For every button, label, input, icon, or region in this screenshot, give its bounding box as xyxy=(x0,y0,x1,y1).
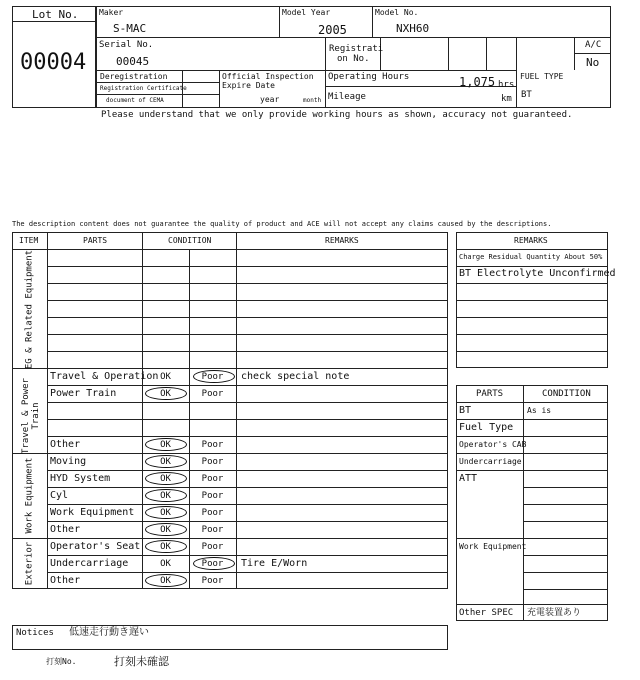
ok-option[interactable]: OK xyxy=(160,474,171,484)
ok-option[interactable]: OK xyxy=(160,559,171,569)
right-parts-header: PARTS xyxy=(476,389,504,399)
cema-label: document of CEMA xyxy=(106,97,164,104)
right-bt-label: BT xyxy=(459,405,472,416)
right-fuel-type: Fuel Type xyxy=(459,422,514,433)
fuel-type-label: FUEL TYPE xyxy=(520,72,564,81)
year-label: year xyxy=(260,95,280,104)
right-undercarriage: Undercarriage xyxy=(459,457,522,466)
group-exterior-label: Exterior xyxy=(24,541,35,586)
part-power-train: Power Train xyxy=(50,388,117,399)
maker-value: S-MAC xyxy=(113,22,147,35)
poor-option[interactable]: Poor xyxy=(201,491,224,501)
lot-label: Lot No. xyxy=(32,8,79,21)
remark-undercarriage: Tire E/Worn xyxy=(241,558,308,569)
part-cyl: Cyl xyxy=(50,490,69,501)
inspection-label-2: Expire Date xyxy=(222,81,275,90)
part-exterior-other: Other xyxy=(50,575,81,586)
poor-option[interactable]: Poor xyxy=(201,440,224,450)
right-remarks-line2: BT Electrolyte Unconfirmed xyxy=(459,268,616,279)
group-eg-label: EG & Related Equipment xyxy=(24,249,35,370)
model-year-label: Model Year xyxy=(282,8,331,17)
registration-label-1: Registrati xyxy=(329,44,384,54)
group-travel-label: Travel & Power Train xyxy=(21,378,41,454)
model-no-label: Model No. xyxy=(375,8,419,17)
header-item: ITEM xyxy=(19,236,39,245)
ok-option[interactable]: OK xyxy=(160,576,171,586)
stamp-label: 打刻No. xyxy=(46,657,77,666)
ac-label: A/C xyxy=(585,40,602,50)
group-work-label: Work Equipment xyxy=(24,457,35,534)
header-parts: PARTS xyxy=(83,236,108,245)
right-other-spec-value: 充電装置あり xyxy=(527,608,582,618)
km-label: km xyxy=(501,94,512,104)
part-work-other: Other xyxy=(50,524,81,535)
ok-option[interactable]: OK xyxy=(160,457,171,467)
operating-hours-label: Operating Hours xyxy=(328,72,410,82)
model-no-value: NXH60 xyxy=(396,22,430,35)
part-work-equipment: Work Equipment xyxy=(50,507,135,518)
serial-value: 00045 xyxy=(116,55,150,68)
poor-option[interactable]: Poor xyxy=(201,389,224,399)
notices-value: 低速走行動き遅い xyxy=(69,627,149,638)
ok-option[interactable]: OK xyxy=(160,372,171,382)
remark-travel-operation: check special note xyxy=(241,371,350,382)
operating-hours-value: 1,075 xyxy=(459,75,496,89)
poor-option[interactable]: Poor xyxy=(201,559,224,569)
ok-option[interactable]: OK xyxy=(160,491,171,501)
right-operators-cab: Operator's CAB xyxy=(459,440,527,449)
inspection-label-1: Official Inspection xyxy=(222,72,314,81)
ac-value: No xyxy=(586,56,600,69)
part-operators-seat: Operator's Seat xyxy=(50,541,141,552)
poor-option[interactable]: Poor xyxy=(201,508,224,518)
mileage-label: Mileage xyxy=(328,92,366,102)
ok-option[interactable]: OK xyxy=(160,440,171,450)
lot-number: 00004 xyxy=(20,50,87,75)
hrs-label: hrs xyxy=(498,80,515,90)
right-att: ATT xyxy=(459,473,478,484)
serial-label: Serial No. xyxy=(99,40,154,50)
ok-option[interactable]: OK xyxy=(160,542,171,552)
part-moving: Moving xyxy=(50,456,87,467)
poor-option[interactable]: Poor xyxy=(201,525,224,535)
poor-option[interactable]: Poor xyxy=(201,474,224,484)
month-label: month xyxy=(303,97,322,104)
ok-option[interactable]: OK xyxy=(160,525,171,535)
part-travel-other: Other xyxy=(50,439,81,450)
right-bt-value: As is xyxy=(527,406,552,415)
poor-option[interactable]: Poor xyxy=(201,372,224,382)
ok-option[interactable]: OK xyxy=(160,508,171,518)
poor-option[interactable]: Poor xyxy=(201,542,224,552)
stamp-value: 打刻未確認 xyxy=(114,655,169,668)
registration-label-2: on No. xyxy=(337,54,370,64)
deregistration-label: Deregistration xyxy=(100,72,168,81)
part-travel-operation: Travel & Operation xyxy=(50,371,159,382)
part-hyd-system: HYD System xyxy=(50,473,111,484)
disclaimer: The description content does not guarantee the quality of product and ACE will not accept any claims caused by the descriptions. xyxy=(12,220,552,228)
right-work-equipment: Work Equipment xyxy=(459,542,527,551)
poor-option[interactable]: Poor xyxy=(201,576,224,586)
poor-option[interactable]: Poor xyxy=(201,457,224,467)
right-remarks-header: REMARKS xyxy=(514,236,548,245)
model-year-value: 2005 xyxy=(318,23,347,37)
fuel-type-value: BT xyxy=(521,90,532,100)
note-top: Please understand that we only provide working hours as shown, accuracy not guaranteed. xyxy=(101,110,573,120)
right-remarks-line1: Charge Residual Quantity About 50% xyxy=(459,253,603,261)
right-condition-header: CONDITION xyxy=(542,389,591,399)
header-remarks: REMARKS xyxy=(325,236,359,245)
right-other-spec: Other SPEC xyxy=(459,608,514,618)
maker-label: Maker xyxy=(99,8,124,17)
ok-option[interactable]: OK xyxy=(160,389,171,399)
notices-label: Notices xyxy=(16,628,54,638)
part-undercarriage: Undercarriage xyxy=(50,558,129,569)
registration-cert-label: Registration Certificate xyxy=(100,85,187,92)
header-condition: CONDITION xyxy=(168,236,212,245)
